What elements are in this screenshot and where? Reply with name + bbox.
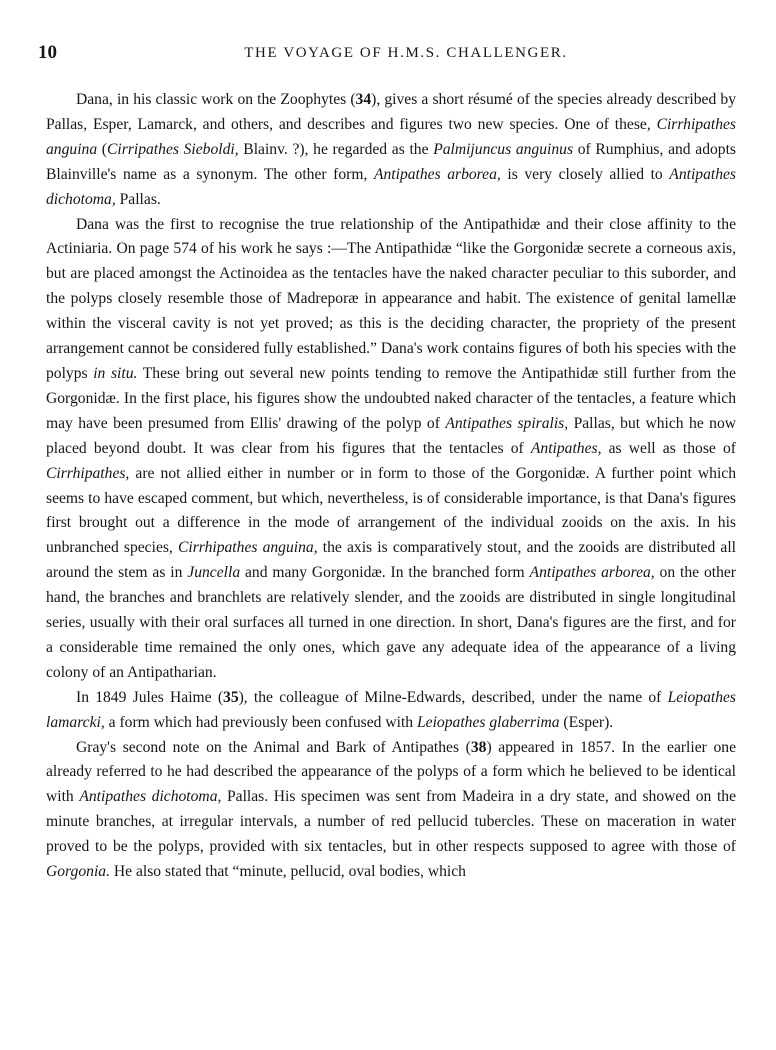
body-text	[46, 88, 736, 885]
reference-number: 34	[355, 91, 372, 108]
italic-term: Antipathes dichotoma,	[46, 165, 736, 208]
paragraph-jules-haime	[46, 686, 736, 736]
italic-term: Antipathes arborea,	[529, 564, 655, 582]
italic-term: Cirrhipathes anguina,	[178, 539, 318, 557]
text-run: ), the colleague of Milne-Edwards, described, under the name of	[238, 688, 668, 706]
text-run: ), gives a short résumé of the species already described by Pallas, Esper, Lamarck, and others, and describes and figures two new species. One of these,	[46, 91, 736, 133]
italic-term: Juncella	[187, 564, 241, 582]
italic-term: Gorgonia.	[46, 863, 110, 881]
text-run: is very closely allied to	[500, 165, 670, 183]
text-run: (	[97, 140, 108, 158]
text-run: are not allied either in number or in form to those of the Gorgonidæ. A further point which seems to have escaped comment, but which, nevertheless, is of considerable importance, is that Dana's figures first brought out a difference in the mode of arrangement of the individual zooids on the axis. In his unbranched species,	[46, 464, 736, 557]
running-title: THE VOYAGE OF H.M.S. CHALLENGER.	[244, 45, 568, 61]
text-run: Dana, in his classic work on the Zoophytes (	[76, 91, 356, 108]
text-run: a form which had previously been confused with	[104, 713, 417, 731]
italic-term: Antipathes dichotoma,	[79, 788, 222, 806]
text-run: Pallas. His specimen was sent from Madeira in a dry state, and showed on the minute branches, at irregular intervals, a number of red pellucid tubercles. These on maceration in water proved to be the polyps, provided with six tentacles, but in other respects supposed to agree with those of	[46, 788, 736, 856]
italic-term: in situ.	[93, 364, 138, 382]
paragraph-dana-classic-work	[46, 88, 736, 213]
text-run: on the other hand, the branches and branchlets are relatively slender, and the zooids are distributed in single longitudinal series, usually with their oral surfaces all turned in one direction. In short, Dana's figures are the first, and for a considerable time remained the only ones, which gave any adequate idea of the appearance of a living colony of an Antipatharian.	[46, 564, 736, 681]
italic-term: Antipathes,	[530, 439, 602, 457]
italic-term: Leiopathes lamarcki,	[46, 688, 736, 731]
text-run: the axis is comparatively stout, and the zooids are distributed all around the stem as in	[46, 539, 736, 582]
italic-term: Leiopathes glaberrima	[417, 713, 560, 731]
paragraph-dana-first-to-recognise	[46, 213, 736, 686]
italic-term: Cirrhipathes,	[46, 464, 130, 482]
text-run: In 1849 Jules Haime (	[76, 688, 224, 706]
text-run: Pallas.	[115, 190, 161, 208]
text-run: (Esper).	[559, 713, 614, 731]
text-run: Blainv. ?), he regarded as the	[238, 140, 434, 158]
italic-term: Antipathes arborea,	[373, 165, 501, 183]
text-run: These bring out several new points tending to remove the Antipathidæ still further from the Gorgonidæ. In the first place, his figures show the undoubted naked character of the tentacles, a feature which may have been presumed from Ellis' drawing of the polyp of	[46, 364, 736, 432]
italic-term: Cirripathes Sieboldi,	[107, 140, 239, 158]
paragraph-gray-second-note	[46, 736, 736, 885]
italic-term: Antipathes spiralis,	[445, 414, 569, 432]
text-run: He also stated that “minute, pellucid, oval bodies, which	[109, 863, 466, 881]
italic-term: Cirrhipathes anguina	[46, 115, 736, 158]
text-run: as well as those of	[601, 439, 736, 457]
text-run: ) appeared in 1857. In the earlier one already referred to he had described the appearance of the polyps of a form which he believed to be identical with	[46, 738, 736, 806]
text-run: and many Gorgonidæ. In the branched form	[240, 564, 530, 582]
reference-number: 38	[470, 738, 487, 756]
page-header	[38, 42, 750, 66]
text-run: of Rumphius, and adopts Blainville's name as a synonym. The other form,	[46, 140, 736, 183]
reference-number: 35	[223, 688, 239, 706]
page-number: 10	[38, 42, 57, 63]
italic-term: Palmijuncus anguinus	[433, 140, 574, 158]
text-run: Pallas, but which he now placed beyond doubt. It was clear from his figures that the tentacles of	[46, 414, 737, 457]
text-run: Dana was the first to recognise the true relationship of the Antipathidæ and their close affinity to the Actiniaria. On page 574 of his work he says :—The Antipathidæ “like the Gorgonidæ secrete a corneous axis, but are placed amongst the Actinoidea as the tentacles have the naked character peculiar to this suborder, and the polyps closely resemble those of Madreporæ in appearance and habit. The existence of genital lamellæ within the visceral cavity is not yet proved; as this is the deciding character, the propriety of the present arrangement cannot be considered fully established.” Dana's work contains figures of both his species with the polyps	[46, 215, 736, 382]
text-run: Gray's second note on the Animal and Bark of Antipathes (	[76, 738, 471, 756]
